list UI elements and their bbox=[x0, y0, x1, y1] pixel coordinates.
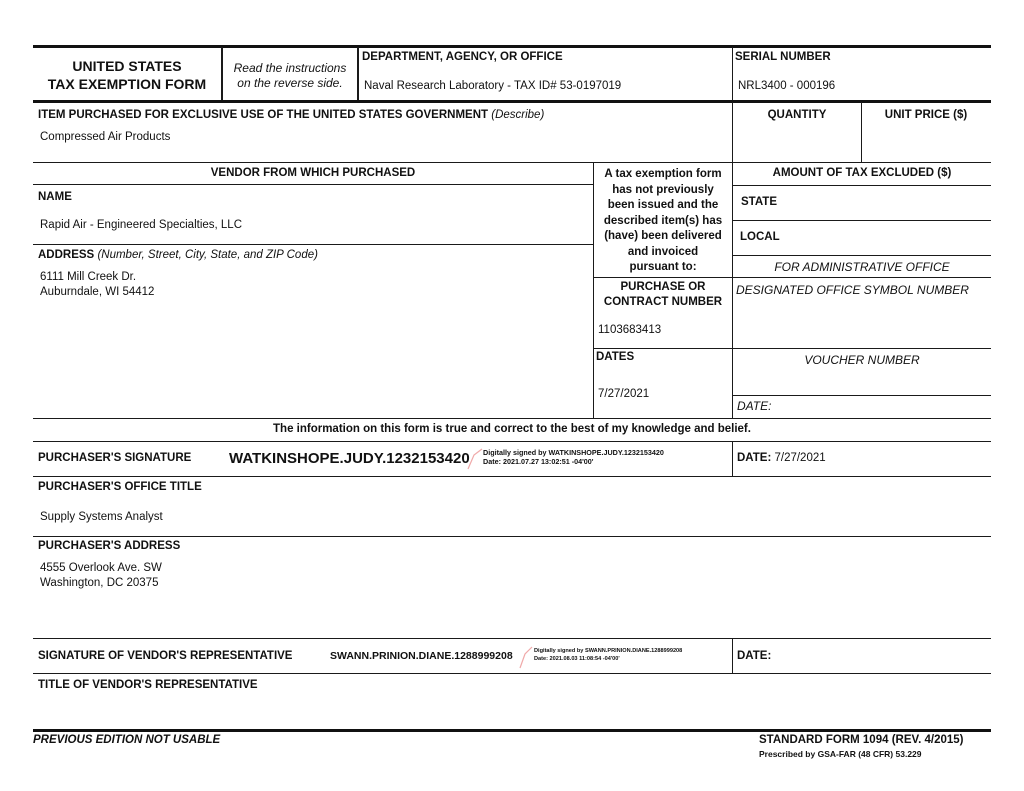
divider bbox=[732, 441, 733, 476]
certification-statement: The information on this form is true and correct to the best of my knowledge and belief. bbox=[273, 423, 751, 435]
vendor-rep-digital-line1: Digitally signed by SWANN.PRINION.DIANE.1288999208 bbox=[534, 648, 683, 654]
quantity-field[interactable] bbox=[733, 125, 861, 161]
vendor-rep-digital-signature bbox=[534, 647, 682, 663]
dates-value[interactable]: 7/27/2021 bbox=[598, 388, 650, 400]
rule bbox=[33, 476, 991, 477]
form-title bbox=[33, 57, 221, 93]
footer-prescribed: Prescribed by GSA-FAR (48 CFR) 53.229 bbox=[759, 749, 922, 759]
purchaser-date bbox=[737, 452, 826, 464]
local-label: LOCAL bbox=[740, 231, 780, 243]
contract-label bbox=[594, 280, 732, 310]
purchaser-office-title-value[interactable]: Supply Systems Analyst bbox=[40, 511, 163, 523]
rule bbox=[33, 162, 991, 163]
rule bbox=[33, 184, 593, 185]
exemption-note-line: been issued and the bbox=[607, 199, 719, 211]
serial-value[interactable]: NRL3400 - 000196 bbox=[738, 80, 836, 92]
vendor-address-label-text: ADDRESS bbox=[38, 249, 95, 261]
vendor-section-label: VENDOR FROM WHICH PURCHASED bbox=[210, 167, 416, 179]
instructions-line2: on the reverse side. bbox=[237, 76, 343, 90]
rule bbox=[33, 441, 991, 442]
contract-label-line2: CONTRACT NUMBER bbox=[603, 296, 723, 308]
vendor-rep-signature-name: SWANN.PRINION.DIANE.1288999208 bbox=[330, 650, 513, 662]
rule-bottom bbox=[33, 729, 991, 732]
vendor-address-value[interactable] bbox=[40, 270, 154, 300]
purchaser-office-title-label: PURCHASER'S OFFICE TITLE bbox=[38, 481, 202, 493]
vendor-rep-title-field[interactable] bbox=[38, 696, 988, 726]
admin-date-label: DATE: bbox=[737, 399, 772, 413]
vendor-rep-date-label: DATE: bbox=[737, 650, 772, 662]
rule bbox=[732, 185, 991, 186]
vendor-rep-digital-line2: Date: 2021.08.03 11:08:54 -04'00' bbox=[534, 656, 620, 662]
vendor-name-value[interactable]: Rapid Air - Engineered Specialties, LLC bbox=[40, 219, 243, 231]
vendor-address-line1: 6111 Mill Creek Dr. bbox=[40, 271, 137, 283]
rule-header-bottom bbox=[33, 100, 991, 103]
rule-top bbox=[33, 45, 991, 48]
local-field[interactable] bbox=[790, 222, 988, 253]
exemption-note bbox=[594, 167, 732, 276]
exemption-note-line: and invoiced bbox=[627, 245, 699, 258]
purchaser-digital-line1: Digitally signed by WATKINSHOPE.JUDY.1232153420 bbox=[483, 448, 664, 457]
purchaser-digital-line2: Date: 2021.07.27 13:02:51 -04'00' bbox=[483, 457, 594, 466]
item-label-text: ITEM PURCHASED FOR EXCLUSIVE USE OF THE UNITED STATES GOVERNMENT bbox=[38, 109, 489, 121]
form-title-line1: UNITED STATES bbox=[72, 58, 182, 74]
vendor-address-line2: Auburndale, WI 54412 bbox=[40, 286, 155, 298]
rule bbox=[593, 348, 991, 349]
state-field[interactable] bbox=[790, 187, 988, 218]
department-label: DEPARTMENT, AGENCY, OR OFFICE bbox=[362, 51, 563, 63]
quantity-label: QUANTITY bbox=[767, 109, 827, 121]
item-value[interactable]: Compressed Air Products bbox=[40, 131, 171, 143]
rule bbox=[732, 220, 991, 221]
rule bbox=[33, 244, 593, 245]
rule bbox=[732, 255, 991, 256]
rule bbox=[33, 418, 991, 419]
rule bbox=[33, 638, 991, 639]
item-label-note: (Describe) bbox=[491, 109, 545, 121]
vendor-rep-signature-label: SIGNATURE OF VENDOR'S REPRESENTATIVE bbox=[38, 650, 293, 662]
exemption-note-line: has not previously bbox=[612, 183, 714, 196]
exemption-note-line: described item(s) has bbox=[603, 214, 723, 227]
rule bbox=[33, 536, 991, 537]
voucher-label: VOUCHER NUMBER bbox=[804, 353, 920, 367]
unit-price-field[interactable] bbox=[862, 125, 990, 161]
purchaser-digital-signature bbox=[483, 448, 664, 466]
contract-value[interactable]: 1103683413 bbox=[598, 324, 662, 336]
vendor-address-note: (Number, Street, City, State, and ZIP Code) bbox=[97, 249, 318, 261]
divider bbox=[732, 47, 733, 101]
purchaser-address-line2: Washington, DC 20375 bbox=[40, 577, 159, 589]
vendor-address-label bbox=[38, 249, 318, 261]
vendor-name-label: NAME bbox=[38, 191, 72, 203]
vendor-rep-title-label: TITLE OF VENDOR'S REPRESENTATIVE bbox=[38, 679, 258, 691]
purchaser-address-label: PURCHASER'S ADDRESS bbox=[38, 540, 181, 552]
purchaser-signature-field[interactable] bbox=[228, 443, 728, 475]
instructions-line1: Read the instructions bbox=[233, 61, 347, 75]
signature-check-icon bbox=[516, 644, 536, 672]
vendor-rep-signature-field[interactable] bbox=[330, 640, 728, 672]
office-symbol-label: DESIGNATED OFFICE SYMBOL NUMBER bbox=[736, 283, 969, 297]
vendor-rep-date-field[interactable] bbox=[775, 642, 987, 670]
purchaser-date-value[interactable]: 7/27/2021 bbox=[774, 452, 826, 464]
footer-form-id: STANDARD FORM 1094 (REV. 4/2015) bbox=[759, 734, 964, 746]
state-label: STATE bbox=[741, 196, 777, 208]
unit-price-label: UNIT PRICE ($) bbox=[884, 109, 968, 121]
purchaser-signature-name: WATKINSHOPE.JUDY.1232153420 bbox=[229, 450, 470, 467]
department-value[interactable]: Naval Research Laboratory - TAX ID# 53-0197019 bbox=[364, 80, 622, 92]
instructions-note bbox=[223, 61, 357, 91]
rule bbox=[732, 395, 991, 396]
purchaser-date-label: DATE: bbox=[737, 452, 772, 464]
exemption-note-line: (have) been delivered bbox=[604, 230, 722, 242]
dates-label: DATES bbox=[596, 351, 635, 363]
serial-label: SERIAL NUMBER bbox=[735, 51, 831, 63]
divider bbox=[732, 638, 733, 673]
form-title-line2: TAX EXEMPTION FORM bbox=[47, 76, 207, 92]
divider bbox=[357, 47, 359, 101]
purchaser-address-line1: 4555 Overlook Ave. SW bbox=[40, 562, 162, 574]
item-label bbox=[38, 109, 544, 121]
rule bbox=[593, 277, 991, 278]
purchaser-address-value[interactable] bbox=[40, 561, 162, 591]
exemption-note-line: pursuant to: bbox=[629, 261, 697, 273]
footer-edition-note: PREVIOUS EDITION NOT USABLE bbox=[33, 734, 221, 746]
contract-label-line1: PURCHASE OR bbox=[620, 281, 706, 293]
admin-office-label: FOR ADMINISTRATIVE OFFICE bbox=[774, 260, 950, 274]
tax-excluded-label: AMOUNT OF TAX EXCLUDED ($) bbox=[772, 167, 952, 179]
exemption-note-line: A tax exemption form bbox=[604, 168, 722, 180]
purchaser-signature-label: PURCHASER'S SIGNATURE bbox=[38, 452, 192, 464]
rule bbox=[33, 673, 991, 674]
